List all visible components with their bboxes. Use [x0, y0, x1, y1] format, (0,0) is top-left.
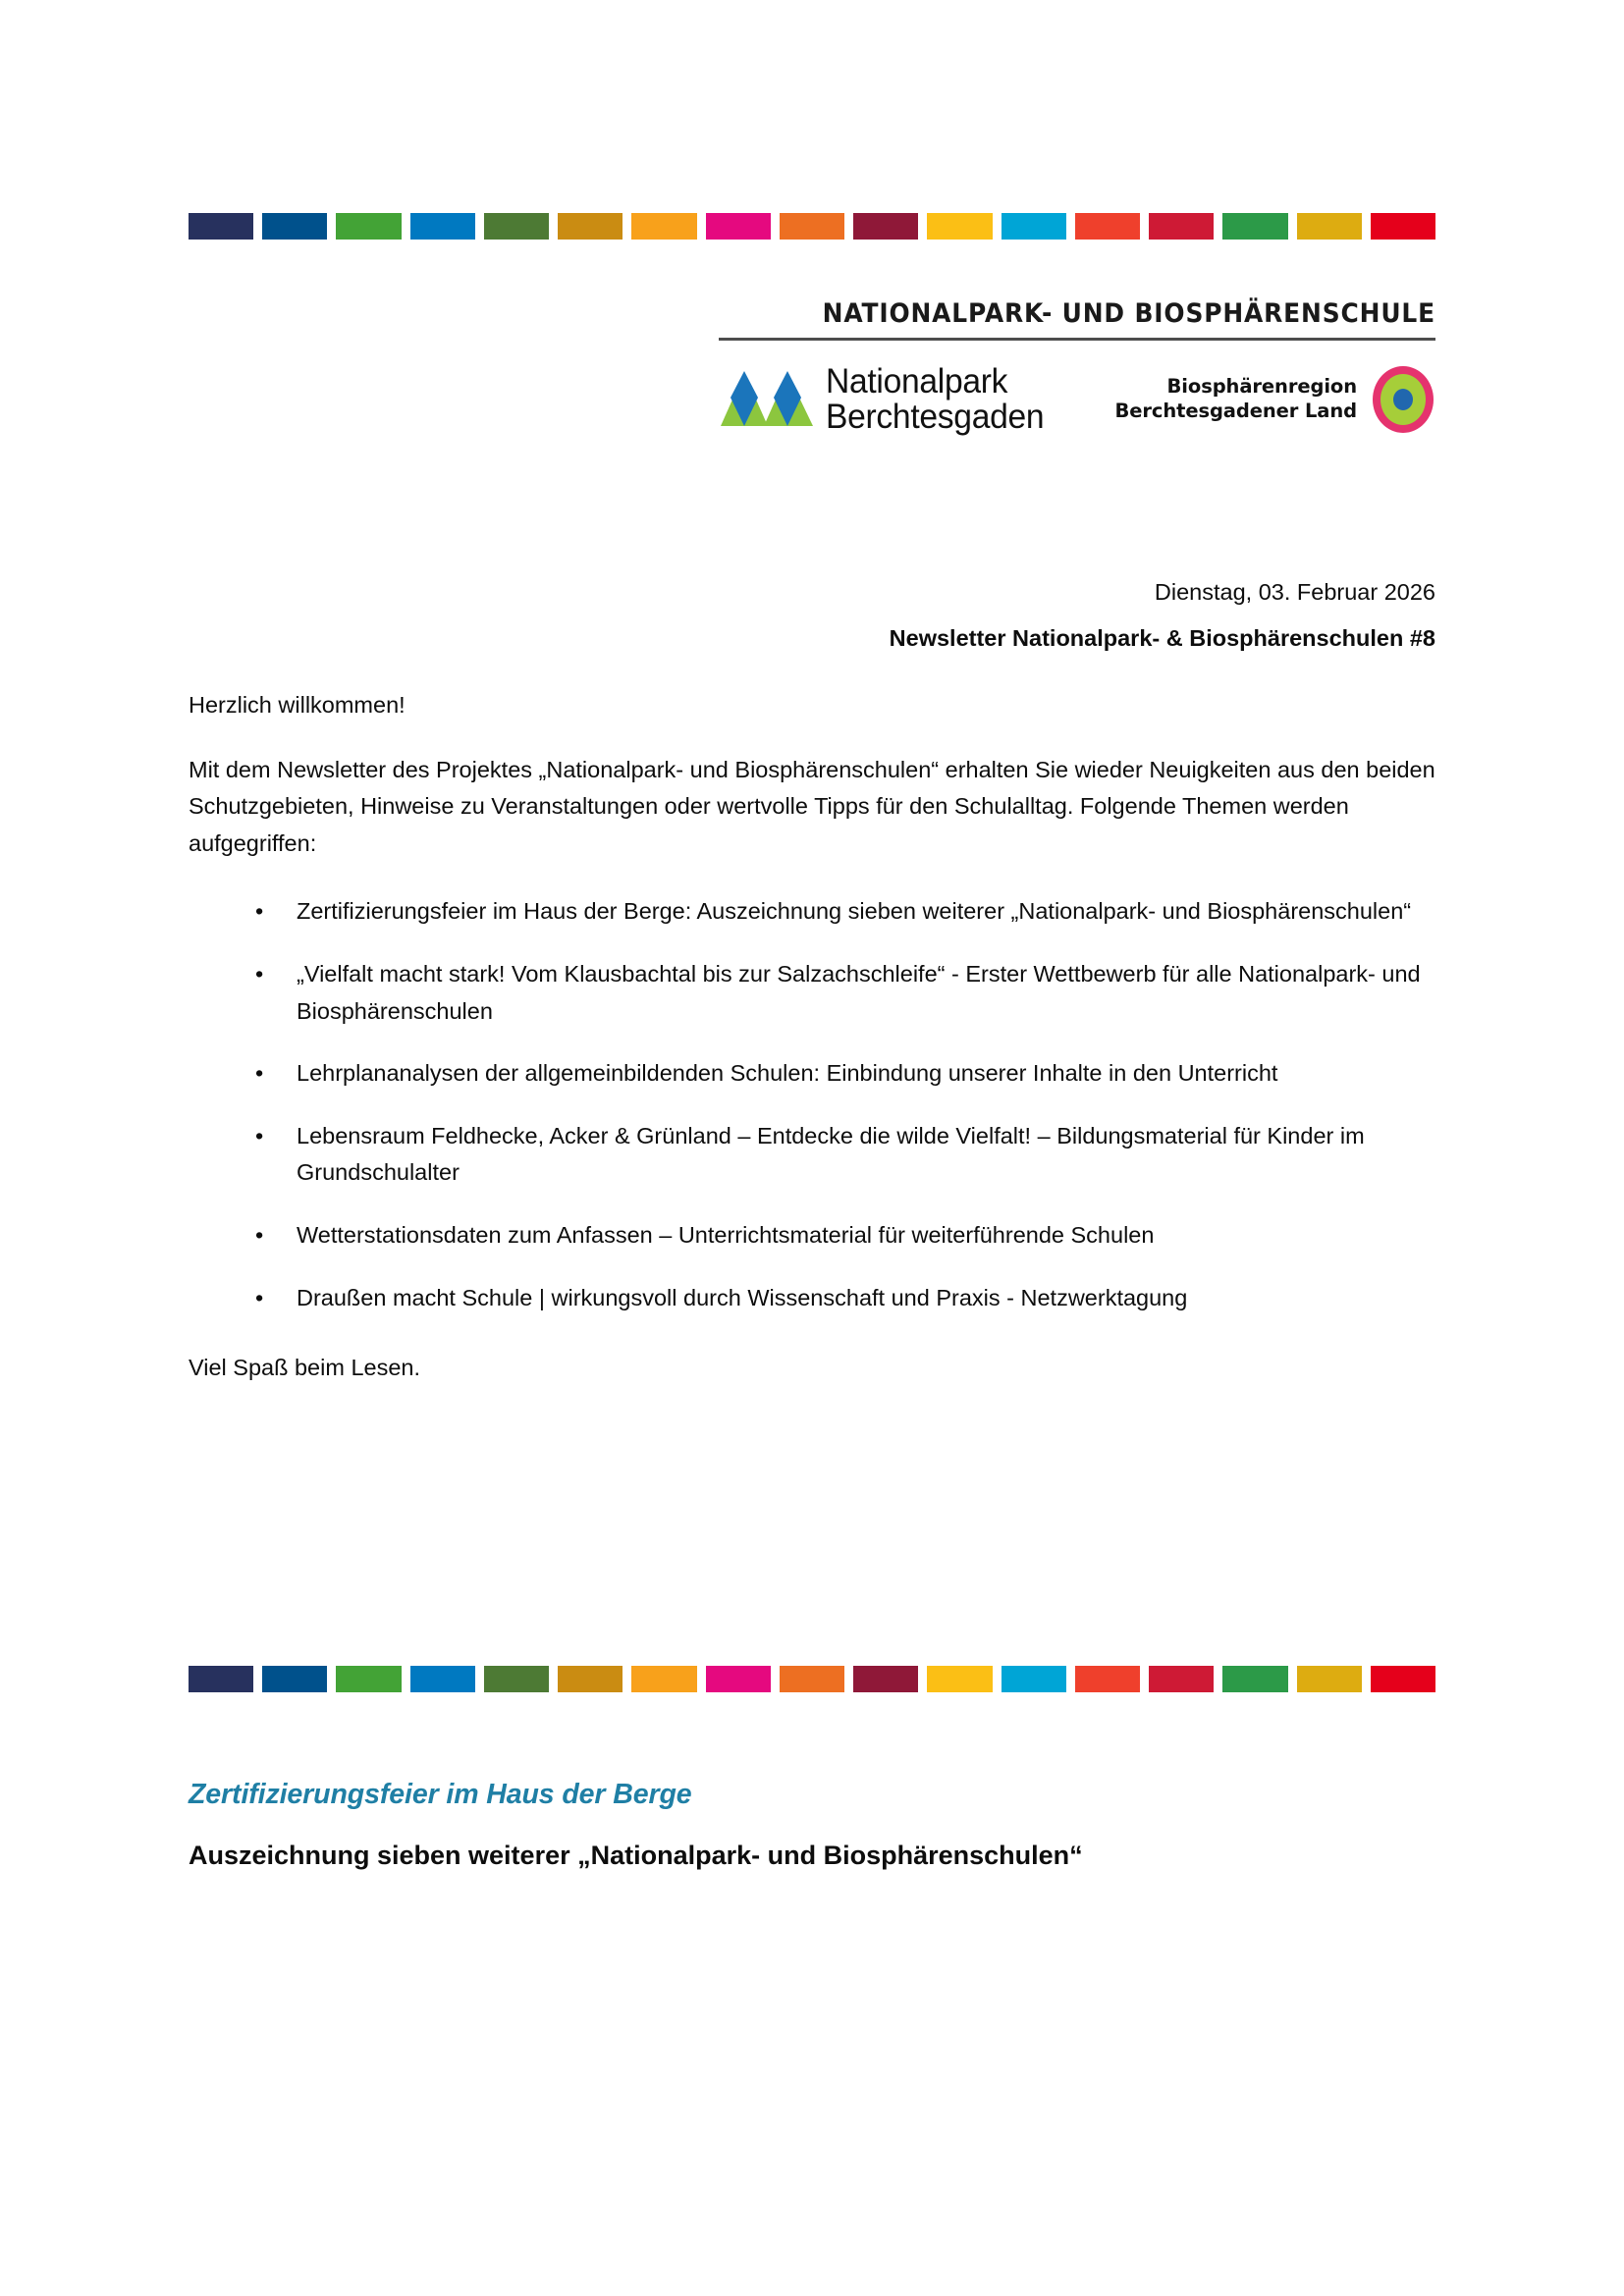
topic-list-item — [189, 956, 1435, 1030]
color-swatch-6 — [558, 213, 623, 240]
bullet-icon: • — [255, 1284, 264, 1310]
intro-paragraph: Mit dem Newsletter des Projektes „Nationalpark- und Biosphärenschulen“ erhalten Sie wieder Neuigkeiten aus den beiden Schutzgebieten, Hinweise zu Veranstaltungen oder wertvolle Tipps für den Schulalltag. Folgende Themen werden aufgegriffen: — [189, 756, 1435, 856]
article-subtitle: Auszeichnung sieben weiterer „Nationalpark- und Biosphärenschulen“ — [189, 1841, 1083, 1871]
color-swatch-13 — [1075, 1666, 1140, 1692]
color-swatch-4 — [410, 213, 475, 240]
article-heading-block — [189, 1777, 1435, 1873]
logo-row — [719, 357, 1435, 442]
bullet-icon: • — [255, 960, 264, 987]
topics-list — [189, 893, 1435, 1316]
nationalpark-berchtesgaden-logo — [719, 361, 1054, 436]
newsletter-date: Dienstag, 03. Februar 2026 — [1154, 579, 1435, 605]
topic-list-item — [189, 1217, 1435, 1255]
newsletter-issue-title: Newsletter Nationalpark- & Biosphärenschulen #8 — [889, 625, 1435, 652]
nationalpark-wordmark-line2: Berchtesgaden — [826, 397, 1045, 436]
color-swatch-7 — [631, 1666, 696, 1692]
mountain-icon — [719, 365, 815, 434]
topic-text: Wetterstationsdaten zum Anfassen – Unterrichtsmaterial für weiterführende Schulen — [297, 1221, 1155, 1248]
color-swatch-14 — [1149, 1666, 1214, 1692]
topic-text: Zertifizierungsfeier im Haus der Berge: Auszeichnung sieben weiterer „Nationalpark- und Biosphärenschulen“ — [297, 898, 1412, 925]
color-bar-bottom — [189, 1666, 1435, 1692]
topic-list-item — [189, 893, 1435, 931]
color-swatch-16 — [1297, 213, 1362, 240]
outro-text: Viel Spaß beim Lesen. — [189, 1355, 421, 1381]
color-swatch-3 — [336, 1666, 401, 1692]
topic-text: Draußen macht Schule | wirkungsvoll durch Wissenschaft und Praxis - Netzwerktagung — [297, 1284, 1188, 1310]
topic-text: Lebensraum Feldhecke, Acker & Grünland – Entdecke die wilde Vielfalt! – Bildungsmaterial für Kinder im Grundschulalter — [297, 1122, 1365, 1186]
color-swatch-15 — [1222, 1666, 1287, 1692]
color-swatch-16 — [1297, 1666, 1362, 1692]
color-swatch-7 — [631, 213, 696, 240]
color-swatch-8 — [706, 213, 771, 240]
bullet-icon: • — [255, 1060, 264, 1087]
color-swatch-8 — [706, 1666, 771, 1692]
header-title: NATIONALPARK- UND BIOSPHÄRENSCHULE — [822, 298, 1435, 329]
topic-text: „Vielfalt macht stark! Vom Klausbachtal bis zur Salzachschleife“ - Erster Wettbewerb für alle Nationalpark- und Biosphärenschulen — [297, 960, 1421, 1024]
nationalpark-wordmark — [826, 361, 1045, 436]
color-swatch-5 — [484, 213, 549, 240]
biosphaerenregion-wordmark-line2: Berchtesgadener Land — [1114, 399, 1357, 422]
color-swatch-14 — [1149, 213, 1214, 240]
bullet-icon: • — [255, 898, 264, 925]
color-swatch-9 — [780, 213, 844, 240]
bullet-icon: • — [255, 1122, 264, 1148]
nationalpark-wordmark-line1: Nationalpark — [826, 361, 1008, 400]
color-swatch-13 — [1075, 213, 1140, 240]
color-swatch-11 — [927, 213, 992, 240]
color-swatch-1 — [189, 1666, 253, 1692]
topic-list-item — [189, 1280, 1435, 1317]
color-swatch-15 — [1222, 213, 1287, 240]
biosphaerenregion-logo — [1114, 364, 1435, 435]
color-bar-top — [189, 213, 1435, 240]
color-swatch-2 — [262, 1666, 327, 1692]
color-swatch-9 — [780, 1666, 844, 1692]
topic-list-item — [189, 1055, 1435, 1093]
article-title: Zertifizierungsfeier im Haus der Berge — [189, 1779, 692, 1810]
color-swatch-17 — [1371, 213, 1435, 240]
newsletter-body — [189, 687, 1435, 1387]
topic-list-item — [189, 1118, 1435, 1192]
newsletter-meta — [552, 574, 1435, 657]
color-swatch-3 — [336, 213, 401, 240]
color-swatch-6 — [558, 1666, 623, 1692]
header-divider — [719, 338, 1435, 340]
color-swatch-10 — [853, 213, 918, 240]
biosphaerenregion-wordmark-line1: Biosphärenregion — [1166, 375, 1357, 399]
bullet-icon: • — [255, 1221, 264, 1248]
color-swatch-2 — [262, 213, 327, 240]
header-block — [719, 299, 1435, 442]
greeting-text: Herzlich willkommen! — [189, 692, 406, 718]
topic-text: Lehrplananalysen der allgemeinbildenden Schulen: Einbindung unserer Inhalte in den Unterricht — [297, 1060, 1278, 1087]
color-swatch-11 — [927, 1666, 992, 1692]
color-swatch-4 — [410, 1666, 475, 1692]
biosphere-circle-icon — [1371, 364, 1435, 435]
color-swatch-12 — [1001, 1666, 1066, 1692]
color-swatch-10 — [853, 1666, 918, 1692]
color-swatch-5 — [484, 1666, 549, 1692]
color-swatch-1 — [189, 213, 253, 240]
biosphaerenregion-wordmark — [1114, 375, 1357, 422]
color-swatch-12 — [1001, 213, 1066, 240]
color-swatch-17 — [1371, 1666, 1435, 1692]
